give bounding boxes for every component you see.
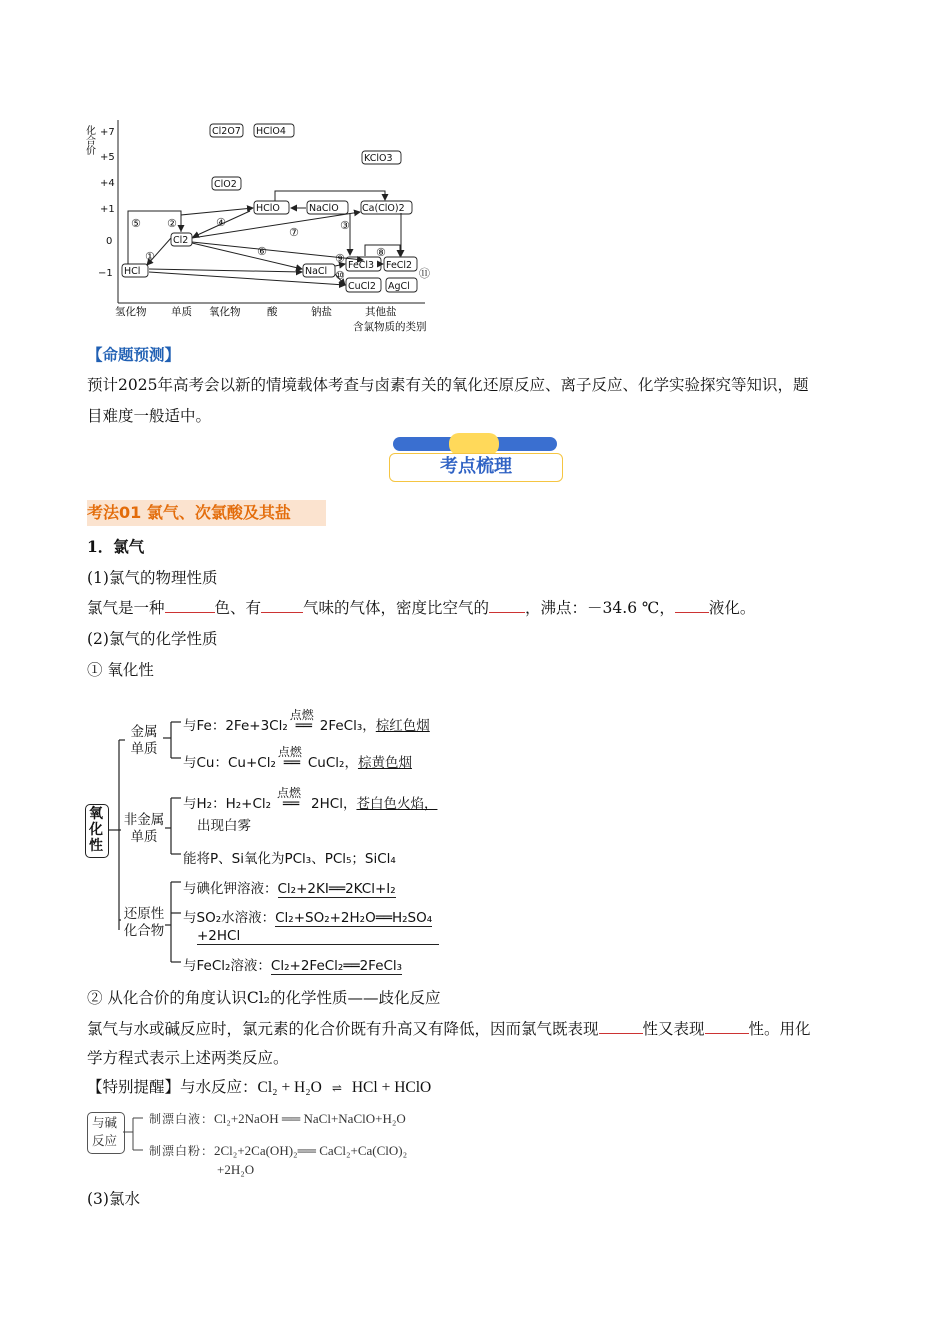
- species-hcl: HCl: [124, 266, 141, 277]
- oxidizing-tree: [85, 700, 465, 980]
- text: 性。用化: [748, 1020, 811, 1038]
- species-clo2: ClO2: [214, 179, 237, 190]
- chlorine-valence-diagram: [85, 115, 445, 340]
- step-label: ②: [167, 217, 177, 230]
- text: 性又表现: [642, 1020, 705, 1038]
- reaction-h2-obs2: 出现白雾: [197, 818, 251, 834]
- text: 与碘化钾溶液：: [183, 881, 278, 897]
- species-naclo: NaClO: [309, 203, 339, 214]
- reaction-p-si: 能将P、Si氧化为PCl₃、PCl₅；SiCl₄: [183, 851, 396, 867]
- observation: 苍白色火焰，: [356, 796, 438, 812]
- step-label: ⑪: [419, 267, 430, 280]
- forecast-line-1: 预计2025年高考会以新的情境载体考查与卤素有关的氧化还原反应、离子反应、化学实验探究等知识，题: [87, 376, 809, 394]
- section-title: 考法01 氯气、次氯酸及其盐: [87, 500, 326, 526]
- species-cucl2: CuCl2: [348, 281, 376, 292]
- label: 制漂白液：: [149, 1112, 215, 1126]
- chlorine-water-heading: (3)氯水: [87, 1190, 140, 1208]
- dispro-line-1: [87, 1018, 811, 1040]
- equation: +2HCl: [197, 928, 241, 944]
- species-fecl2: FeCl2: [386, 260, 413, 271]
- step-label: ⑥: [257, 245, 267, 258]
- cond-arrow: 点燃 ══: [277, 786, 302, 812]
- alkali-row-1: [149, 1110, 406, 1127]
- cond-arrow: 点燃 ══: [289, 708, 314, 734]
- reaction-cu: [183, 745, 412, 771]
- species-fecl3: FeCl3: [348, 260, 375, 271]
- banner-title: 考点梳理: [440, 456, 512, 477]
- y-tick: +1: [100, 204, 115, 215]
- x-category: 钠盐: [311, 306, 332, 318]
- text: 气味的气体，密度比空气的: [303, 599, 490, 617]
- step-label: ⑩: [335, 269, 345, 282]
- step-label: ③: [340, 219, 350, 232]
- text: 与SO₂水溶液：: [183, 910, 276, 926]
- banner: [389, 433, 563, 481]
- condition: 点燃: [277, 786, 302, 800]
- forecast-heading: 【命题预测】: [87, 346, 181, 364]
- text: 与H₂：H₂+Cl₂: [183, 796, 272, 812]
- y-tick: +4: [100, 178, 115, 189]
- species-cl2: Cl2: [173, 235, 189, 246]
- species-hclo4: HClO4: [256, 126, 286, 137]
- condition: 点燃: [289, 708, 314, 722]
- oxidizing-heading: ① 氧化性: [87, 661, 154, 679]
- y-tick: +5: [100, 152, 115, 163]
- observation: 棕黄色烟: [357, 755, 412, 771]
- text: 液化。: [708, 599, 756, 617]
- y-tick: −1: [98, 268, 113, 279]
- alkali-row-2: [149, 1142, 407, 1159]
- text: 2HCl，: [311, 796, 357, 812]
- x-category: 氧化物: [209, 306, 241, 318]
- reversible-arrow-icon: ⇌: [331, 1081, 342, 1095]
- blank-reducing[interactable]: [705, 1019, 749, 1034]
- text: 与FeCl₂溶液：: [183, 958, 271, 974]
- physical-sentence: [87, 597, 755, 619]
- blank-density[interactable]: [489, 598, 525, 613]
- species-hclo: HClO: [256, 203, 280, 214]
- x-axis-title: 含氯物质的类别: [353, 321, 427, 333]
- text: 与Cu：Cu+Cl₂: [183, 755, 276, 771]
- blank-smell[interactable]: [261, 598, 303, 613]
- step-label: ④: [216, 216, 226, 229]
- reaction-fe: [183, 708, 430, 734]
- special-tip: [87, 1076, 431, 1099]
- text: 氯气是一种: [87, 599, 165, 617]
- x-category: 其他盐: [365, 306, 397, 318]
- banner-yellow-tab: [449, 433, 499, 455]
- equation: 2Cl₂+2Ca(OH)₂══ CaCl₂+Ca(ClO)₂: [214, 1143, 408, 1158]
- equation: Cl₂+2FeCl₂══2FeCl₃: [270, 958, 403, 974]
- dispro-line-2: 学方程式表示上述两类反应。: [87, 1049, 289, 1067]
- x-category: 酸: [267, 306, 278, 318]
- label: 制漂白粉：: [149, 1144, 215, 1158]
- blank-color[interactable]: [165, 598, 215, 613]
- alkali-row-2-cont: +2H₂O: [217, 1162, 255, 1177]
- alkali-box-label: 与碱反应: [92, 1115, 118, 1148]
- text: 氯气与水或碱反应时，氯元素的化合价既有升高又有降低，因而氯气既表现: [87, 1020, 599, 1038]
- text: ，沸点：－34.6 ℃，: [525, 599, 675, 617]
- blank-oxidizing[interactable]: [599, 1019, 643, 1034]
- y-axis-label: 化合价: [83, 125, 95, 155]
- species-kclo3: KClO3: [364, 153, 393, 164]
- reaction-so2: [183, 906, 432, 926]
- cond-arrow: 点燃 ══: [277, 745, 302, 771]
- chemical-heading: (2)氯气的化学性质: [87, 630, 218, 648]
- step-label: ①: [145, 250, 155, 263]
- dispro-heading: ② 从化合价的角度认识Cl₂的化学性质——歧化反应: [87, 989, 441, 1007]
- x-category: 单质: [171, 306, 192, 318]
- step-label: ⑧: [376, 246, 386, 259]
- physical-heading: (1)氯气的物理性质: [87, 569, 218, 587]
- reaction-ki: [183, 877, 396, 897]
- condition: 点燃: [277, 745, 302, 759]
- step-label: ⑦: [289, 226, 299, 239]
- species-caclo2: Ca(ClO)2: [362, 203, 405, 214]
- reaction-fecl2: [183, 954, 402, 974]
- text: CuCl₂，: [307, 755, 358, 771]
- branch-nonmetal: 非金属单质: [123, 812, 165, 845]
- y-tick: +7: [100, 127, 115, 138]
- equation: Cl₂+2NaOH ══ NaCl+NaClO+H₂O: [214, 1111, 406, 1126]
- text: 2FeCl₃，: [319, 718, 376, 734]
- x-category: 氢化物: [115, 306, 147, 318]
- text: 与Fe：2Fe+3Cl₂: [183, 718, 288, 734]
- equation: Cl₂+2KI══2KCl+I₂: [277, 881, 396, 897]
- equation: Cl₂+SO₂+2H₂O══H₂SO₄: [275, 910, 433, 926]
- equation-right: HCl + HClO: [351, 1079, 432, 1096]
- text: 【特别提醒】与水反应：: [87, 1078, 258, 1096]
- reaction-so2-cont: [197, 928, 439, 945]
- alkali-bracket: [123, 1108, 147, 1168]
- step-label: ⑨: [335, 252, 345, 265]
- step-label: ⑤: [131, 217, 141, 230]
- y-tick: 0: [106, 236, 113, 247]
- equation-left: Cl₂ + H₂O: [257, 1079, 322, 1096]
- species-cl2o7: Cl2O7: [212, 126, 241, 137]
- tree-root: 氧化性: [89, 806, 103, 854]
- branch-metal: 金属单质: [130, 724, 158, 757]
- text: 色、有: [214, 599, 262, 617]
- blank-liquefy[interactable]: [675, 598, 709, 613]
- species-nacl: NaCl: [305, 266, 328, 277]
- alkali-block: [87, 1108, 457, 1183]
- branch-reducing: 还原性化合物: [123, 906, 165, 939]
- species-agcl: AgCl: [388, 281, 410, 292]
- reaction-h2: [183, 786, 438, 812]
- item-1-title: 1．氯气: [87, 537, 145, 556]
- forecast-line-2: 目难度一般适中。: [87, 407, 212, 425]
- observation: 棕红色烟: [375, 718, 430, 734]
